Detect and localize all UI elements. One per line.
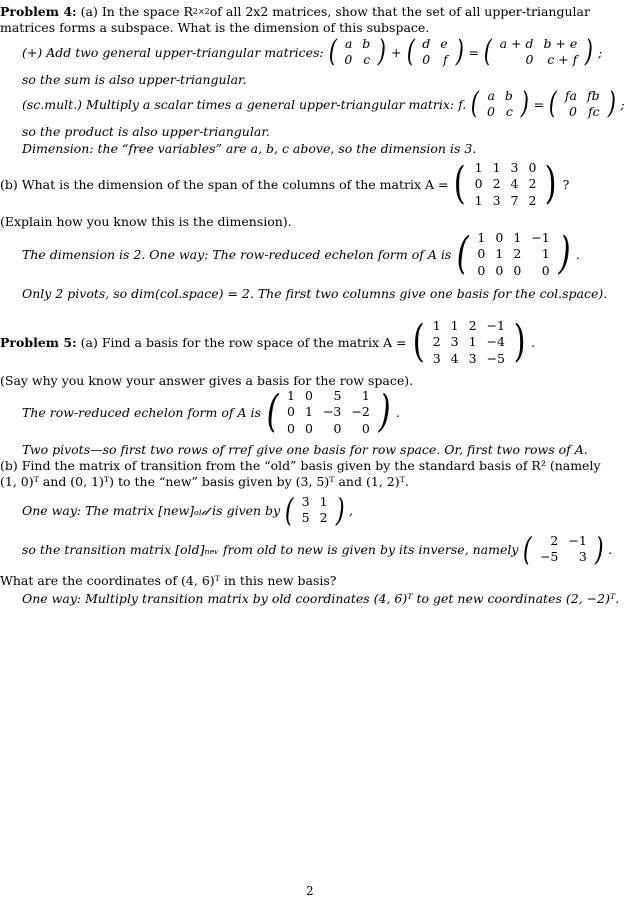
matrix-row	[282, 388, 375, 404]
p4-question-line2: matrices forms a subspace. What is the dimension of this subspace.	[0, 20, 430, 35]
matrix-cell: 3	[578, 549, 587, 565]
matrix-cell: 0	[361, 420, 370, 436]
matrix-row	[535, 533, 592, 549]
matrix-cell: 1	[287, 388, 295, 403]
matrix-rref5: ( 1 0 5 1 0 1 −3 −2 0 0 0 0 )	[266, 386, 391, 438]
matrix-rref4: ( 1 0 1 −1 0 1 2 1 0 0 0 0 )	[456, 228, 571, 280]
matrix-cell: −1	[486, 318, 505, 333]
matrix-cell: 2	[550, 533, 559, 548]
p4-add-label: (+) Add two general upper-triangular matrices:	[22, 44, 324, 60]
matrix-cell: a + d	[499, 36, 534, 51]
p4-a-q1-sup: 2×2	[192, 6, 210, 16]
matrix-m2: ( d e 0 f )	[406, 34, 464, 70]
matrix-cell: 1	[474, 192, 483, 208]
matrix-row	[560, 88, 605, 104]
matrix-cell: 1	[305, 404, 313, 420]
matrix-cell: 0	[344, 52, 353, 68]
matrix-row	[339, 52, 375, 68]
matrix-m3: ( a + d b + e 0 c + f )	[483, 34, 594, 70]
matrix-row	[297, 510, 333, 526]
matrix-cell: 4	[510, 176, 519, 192]
matrix-row	[482, 88, 518, 104]
matrix-row	[535, 549, 592, 565]
matrix-row	[470, 160, 542, 176]
matrix-cell: fc	[587, 104, 600, 120]
matrix-cell: c	[363, 52, 371, 68]
page-number: 2	[306, 884, 314, 898]
matrix-cell: 2	[432, 334, 441, 350]
matrix-cell: 0	[287, 404, 295, 420]
matrix-cell: 0	[495, 230, 504, 245]
matrix-cell: 0	[513, 262, 522, 278]
p5-b-q1: (b) Find the matrix of transition from the “old” basis given by the standard basis of R² (namely	[0, 458, 601, 473]
p4-question-line1	[0, 4, 590, 19]
matrix-row	[472, 230, 554, 246]
matrix-cell: 1	[495, 246, 504, 262]
matrix-cell: −4	[486, 334, 505, 350]
p4-sc-f: f.	[458, 96, 467, 112]
matrix-row	[428, 334, 510, 350]
p4-b-answer2: Only 2 pivots, so dim(col.space) = 2. The first two columns give one basis for the col.space).	[22, 286, 608, 301]
matrix-cell: c	[505, 104, 513, 120]
matrix-cell: a	[487, 88, 495, 103]
p5-coord-question: What are the coordinates of (4, 6)ᵀ in this new basis?	[0, 573, 337, 588]
matrix-cell: −5	[539, 549, 559, 565]
p4-dim-line: Dimension: the “free variables” are a, b, c above, so the dimension is 3.	[22, 141, 477, 156]
p4-heading: Problem 4:	[0, 4, 77, 19]
matrix-new: ( 3 1 5 2 )	[284, 491, 345, 530]
matrix-cell: c + f	[547, 52, 578, 68]
matrix-cell: 0	[477, 246, 486, 262]
matrix-cell: b	[504, 88, 513, 103]
matrix-m4: ( a b 0 c )	[471, 86, 529, 122]
p4-b-question	[0, 160, 569, 209]
p5-a-question: Problem 5: (a) Find a basis for the row space of the matrix A = ( 1 1 2 −1 2 3 1 −4 3 4 3 −5 ) .	[0, 316, 536, 368]
p5-inv-line: so the transition matrix [old]ₙₑᵥ from old to new is given by its inverse, namely ( 2 −1 −5 3 ) .	[22, 530, 613, 569]
matrix-m5: ( fa fb 0 fc )	[548, 86, 616, 122]
p5-inv-label: so the transition matrix [old]ₙₑᵥ from old to new is given by its inverse, namely	[22, 541, 519, 557]
matrix-cell: 2	[513, 246, 522, 262]
matrix-cell: 0	[486, 104, 495, 120]
matrix-cell: fa	[564, 88, 577, 103]
matrix-row	[472, 246, 554, 262]
matrix-cell: 4	[450, 350, 459, 366]
matrix-cell: 0	[528, 160, 537, 175]
matrix-cell: 3	[468, 350, 477, 366]
matrix-A4: ( 1 1 3 0 0 2 4 2 1 3 7 2 )	[454, 158, 558, 210]
p4-a-q1: (a) In the space R	[80, 4, 193, 19]
matrix-cell: 3	[301, 494, 310, 509]
p4-b-q: (b) What is the dimension of the span of the columns of the matrix A =	[0, 176, 449, 192]
p5-a-why: (Say why you know your answer gives a basis for the row space).	[0, 373, 414, 388]
p5-rref-line: The row-reduced echelon form of A is ( 1 0 5 1 0 1 −3 −2 0 0 0 0 ) .	[22, 386, 400, 438]
matrix-cell: a	[344, 36, 353, 51]
p5-pivots: Two pivots—so first two rows of rref give one basis for row space. Or, first two rows of A.	[22, 442, 588, 457]
matrix-cell: 0	[333, 420, 342, 436]
matrix-row	[482, 104, 518, 120]
matrix-cell: 1	[319, 494, 328, 509]
matrix-row	[472, 263, 554, 279]
matrix-cell: 0	[541, 262, 550, 278]
matrix-cell: −1	[568, 533, 587, 548]
p4-a-q1b: of all 2x2 matrices, show that the set of all upper-triangular	[209, 4, 590, 19]
matrix-cell: 0	[287, 420, 295, 436]
matrix-cell: 0	[525, 52, 534, 68]
matrix-cell: 1	[541, 246, 550, 262]
matrix-cell: 2	[528, 192, 537, 208]
matrix-cell: 0	[569, 104, 577, 120]
matrix-cell: 7	[510, 192, 519, 208]
p4-b-ans: The dimension is 2. One way: The row-reduced echelon form of A is	[22, 246, 452, 262]
matrix-row	[297, 494, 333, 510]
matrix-row	[560, 104, 605, 120]
matrix-row	[495, 36, 583, 52]
matrix-cell: 3	[432, 350, 441, 366]
matrix-cell: −2	[351, 404, 370, 420]
matrix-cell: 2	[492, 176, 501, 192]
matrix-cell: 3	[510, 160, 519, 175]
matrix-cell: 1	[361, 388, 370, 403]
p4-b-explain: (Explain how you know this is the dimension).	[0, 214, 292, 229]
p5-rref-label: The row-reduced echelon form of A is	[22, 404, 261, 420]
matrix-cell: 0	[495, 262, 504, 278]
p5-coord-answer: One way: Multiply transition matrix by old coordinates (4, 6)ᵀ to get new coordinates (2, −2)ᵀ.	[22, 591, 620, 606]
matrix-cell: 3	[492, 192, 501, 208]
matrix-cell: 2	[528, 176, 537, 192]
matrix-row	[417, 36, 452, 52]
matrix-cell: 1	[492, 160, 501, 175]
matrix-cell: 1	[477, 230, 486, 245]
matrix-row	[282, 404, 375, 420]
matrix-cell: −5	[486, 350, 505, 366]
p4-add-end: ;	[597, 44, 603, 60]
p4-scmult-line: (sc.mult.) Multiply a scalar times a general upper-triangular matrix: f. ( a b 0 c ) = ( fa fb 0 fc ) ;	[22, 86, 625, 122]
matrix-inv: ( 2 −1 −5 3 )	[523, 530, 604, 569]
matrix-cell: 0	[477, 262, 486, 278]
matrix-row	[417, 52, 452, 68]
matrix-cell: 1	[468, 334, 477, 350]
matrix-cell: −3	[322, 404, 342, 420]
matrix-cell: 0	[305, 420, 313, 436]
matrix-cell: b + e	[543, 36, 578, 51]
p4-b-answer: The dimension is 2. One way: The row-reduced echelon form of A is ( 1 0 1 −1 0 1 2 1 0 0 0 0 ) .	[22, 228, 580, 280]
matrix-cell: 5	[333, 388, 342, 403]
matrix-row	[282, 421, 375, 437]
matrix-cell: 1	[513, 230, 522, 245]
matrix-cell: 1	[474, 160, 483, 175]
matrix-row	[339, 36, 375, 52]
matrix-cell: 0	[422, 52, 431, 68]
matrix-cell: 1	[432, 318, 441, 333]
matrix-cell: 2	[319, 510, 328, 526]
p4-prod-line: so the product is also upper-triangular.	[22, 124, 270, 139]
p5-b-q2: (1, 0)ᵀ and (0, 1)ᵀ) to the “new” basis given by (3, 5)ᵀ and (1, 2)ᵀ.	[0, 474, 409, 489]
p5-new-old-line: One way: The matrix [new]ₒₗ𝒹 is given by ( 3 1 5 2 ) ,	[22, 491, 353, 530]
matrix-cell: 5	[301, 510, 310, 526]
p5-a-q: (a) Find a basis for the row space of the matrix A =	[80, 334, 407, 350]
p5-new-old: One way: The matrix [new]ₒₗ𝒹 is given by	[22, 502, 281, 518]
matrix-m1: ( a b 0 c )	[328, 34, 387, 70]
matrix-cell: −1	[531, 230, 550, 245]
p5-heading: Problem 5:	[0, 334, 77, 350]
p4-b-qmark: ?	[562, 176, 570, 192]
p4-add-line: (+) Add two general upper-triangular matrices: ( a b 0 c ) + ( d e 0 f ) = ( a + d b + e 0 c + f ) ;	[22, 34, 603, 70]
matrix-cell: 3	[450, 334, 459, 350]
matrix-cell: fb	[586, 88, 600, 103]
p4-sc-end: ;	[620, 96, 625, 112]
matrix-cell: 1	[450, 318, 459, 333]
p4-sum-line: so the sum is also upper-triangular.	[22, 72, 247, 87]
matrix-row	[428, 318, 510, 334]
matrix-cell: b	[362, 36, 371, 51]
matrix-cell: d	[422, 36, 431, 51]
matrix-cell: f	[443, 52, 448, 68]
matrix-cell: 0	[474, 176, 483, 192]
matrix-row	[495, 52, 583, 68]
matrix-cell: 2	[468, 318, 477, 333]
matrix-cell: e	[440, 36, 448, 51]
matrix-row	[470, 193, 542, 209]
p4-sc-label: (sc.mult.) Multiply a scalar times a general upper-triangular matrix:	[22, 96, 455, 112]
matrix-row	[428, 351, 510, 367]
matrix-A5: ( 1 1 2 −1 2 3 1 −4 3 4 3 −5 )	[412, 316, 526, 368]
matrix-cell: 0	[305, 388, 313, 403]
matrix-row	[470, 176, 542, 192]
